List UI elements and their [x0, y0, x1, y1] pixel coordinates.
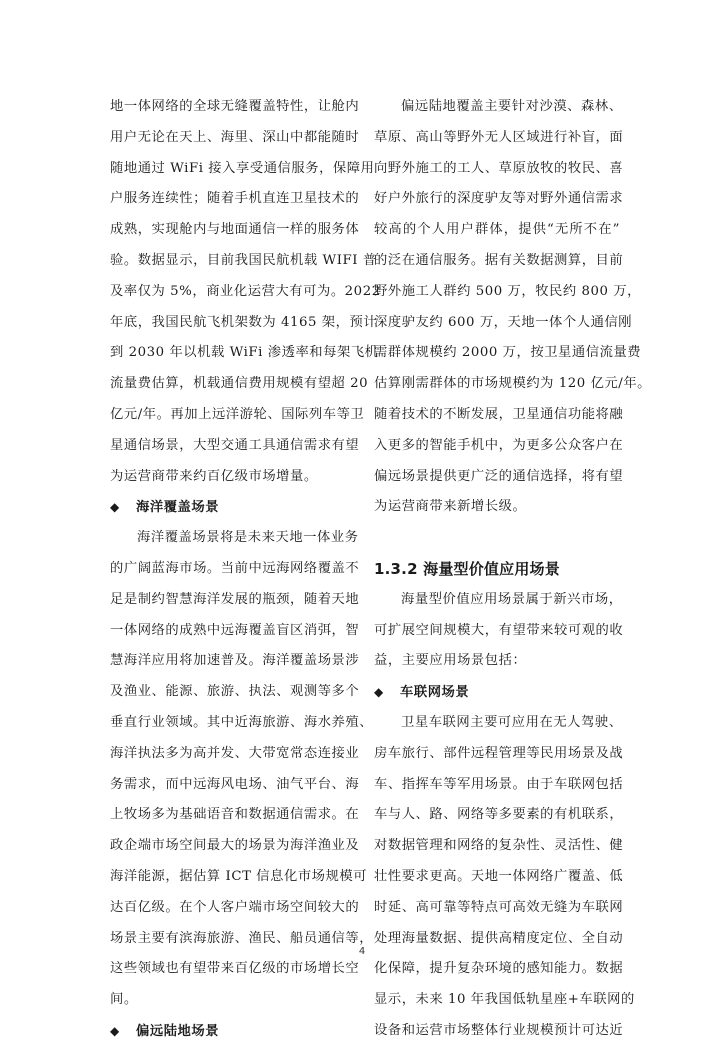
text-line: 入更多的智能手机中，为更多公众客户在 — [374, 437, 624, 453]
text-line: 益，主要应用场景包括： — [374, 653, 527, 669]
text-line: 成熟，实现舱内与地面通信一样的服务体 — [110, 222, 360, 238]
text-line: 为运营商带来新增长级。 — [374, 499, 527, 515]
text-line: 及率仅为 5%，商业化运营大有可为。2022 — [110, 283, 381, 299]
paragraph-cabin-communication — [110, 92, 381, 492]
text-line: 草原、高山等野外无人区域进行补盲，面 — [374, 129, 624, 145]
text-line: 随着技术的不断发展，卫星通信功能将融 — [374, 406, 624, 422]
paragraph-vehicle-network — [374, 708, 635, 1047]
text-line: 垂直行业领域。其中近海旅游、海水养殖、 — [110, 714, 374, 730]
page-number: 4 — [358, 946, 366, 957]
text-line: 较高的个人用户群体，提供“无所不在” — [374, 222, 620, 238]
text-line: 海量型价值应用场景属于新兴市场， — [401, 591, 623, 607]
paragraph-remote-land — [374, 92, 652, 523]
text-line: 上牧场多为基础语音和数据通信需求。在 — [110, 807, 360, 823]
text-line: 一体网络的成熟中远海覆盖盲区消弭，智 — [110, 622, 360, 638]
text-line: 间。 — [110, 992, 138, 1008]
text-line: 偏远场景提供更广泛的通信选择，将有望 — [374, 468, 624, 484]
text-line: 野外施工人群约 500 万，牧民约 800 万， — [374, 283, 642, 299]
text-line: 验。数据显示，目前我国民航机载 WIFI 普 — [110, 252, 377, 268]
section-heading-1-3-2: 1.3.2 海量型价值应用场景 — [374, 559, 560, 578]
text-line: 慧海洋应用将加速普及。海洋覆盖场景涉 — [110, 653, 360, 669]
subheading-remote-land: ◆ 偏远陆地场景 — [110, 1016, 356, 1047]
text-line: 向野外施工的工人、草原放牧的牧民、喜 — [374, 160, 624, 176]
text-line: 车、指挥车等军用场景。由于车联网包括 — [374, 776, 624, 792]
text-line: 场景主要有滨海旅游、渔民、船员通信等， — [110, 930, 374, 946]
text-line: 的泛在通信服务。据有关数据测算，目前 — [374, 252, 624, 268]
diamond-bullet-icon: ◆ — [110, 500, 120, 515]
right-column — [374, 92, 652, 1047]
text-line: 深度驴友约 600 万，天地一体个人通信刚 — [374, 314, 633, 330]
text-line: 化保障，提升复杂环境的感知能力。数据 — [374, 961, 624, 977]
text-line: 到 2030 年以机载 WiFi 渗透率和每架飞机 — [110, 345, 379, 361]
text-line: 对数据管理和网络的复杂性、灵活性、健 — [374, 838, 624, 854]
text-line: 海洋执法多为高并发、大带宽常态连接业 — [110, 745, 360, 761]
text-line: 车与人、路、网络等多要素的有机联系， — [374, 807, 624, 823]
diamond-bullet-icon: ◆ — [110, 1023, 120, 1038]
text-line: 卫星车联网主要可应用在无人驾驶、 — [401, 714, 623, 730]
text-line: 地一体网络的全球无缝覆盖特性，让舱内 — [110, 99, 360, 114]
text-line: 亿元/年。再加上远洋游轮、国际列车等卫 — [110, 406, 365, 422]
text-line: 年底，我国民航飞机架数为 4165 架，预计 — [110, 314, 378, 330]
section-spacer — [374, 523, 620, 554]
text-line: 用户无论在天上、海里、深山中都能随时 — [110, 129, 360, 145]
text-line: 偏远陆地覆盖主要针对沙漠、森林、 — [401, 99, 623, 114]
text-line: 房车旅行、部件远程管理等民用场景及战 — [374, 745, 624, 761]
text-line: 这些领域也有望带来百亿级的市场增长空 — [110, 961, 360, 977]
diamond-bullet-icon: ◆ — [374, 685, 384, 700]
subheading-ocean-coverage: ◆ 海洋覆盖场景 — [110, 492, 356, 523]
text-line: 户服务连续性；随着手机直连卫星技术的 — [110, 191, 360, 207]
left-column — [110, 92, 381, 1047]
text-line: 随地通过 WiFi 接入享受通信服务，保障用 — [110, 160, 375, 176]
text-line: 的广阔蓝海市场。当前中远海网络覆盖不 — [110, 560, 360, 576]
text-line: 政企端市场空间最大的场景为海洋渔业及 — [110, 838, 360, 854]
text-line: 及渔业、能源、旅游、执法、观测等多个 — [110, 684, 360, 700]
text-line: 星通信场景，大型交通工具通信需求有望 — [110, 437, 360, 453]
subheading-vehicle-network: ◆ 车联网场景 — [374, 677, 620, 708]
text-line: 可扩展空间规模大，有望带来较可观的收 — [374, 622, 624, 638]
text-line: 需群体规模约 2000 万，按卫星通信流量费 — [374, 345, 642, 361]
text-line: 显示，未来 10 年我国低轨星座+车联网的 — [374, 992, 635, 1008]
text-line: 处理海量数据、提供高精度定位、全自动 — [374, 930, 624, 946]
text-line: 达百亿级。在个人客户端市场空间较大的 — [110, 899, 360, 915]
text-line: 时延、高可靠等特点可高效无缝为车联网 — [374, 899, 624, 915]
text-line: 好户外旅行的深度驴友等对野外通信需求 — [374, 191, 624, 207]
text-line: 海洋覆盖场景将是未来天地一体业务 — [137, 530, 359, 546]
text-line: 估算刚需群体的市场规模约为 120 亿元/年。 — [374, 376, 652, 392]
paragraph-massive-value — [374, 585, 624, 677]
text-line: 流量费估算，机载通信费用规模有望超 20 — [110, 376, 369, 392]
text-line: 海洋能源，据估算 ICT 信息化市场规模可 — [110, 868, 368, 884]
text-line: 足是制约智慧海洋发展的瓶颈，随着天地 — [110, 591, 360, 607]
paragraph-ocean-coverage — [110, 523, 374, 1016]
text-line: 壮性要求更高。天地一体网络广覆盖、低 — [374, 868, 624, 884]
text-line: 务需求，而中远海风电场、油气平台、海 — [110, 776, 360, 792]
text-line: 设备和运营市场整体行业规模预计可达近 — [374, 1022, 624, 1038]
text-line: 为运营商带来约百亿级市场增量。 — [110, 468, 318, 484]
